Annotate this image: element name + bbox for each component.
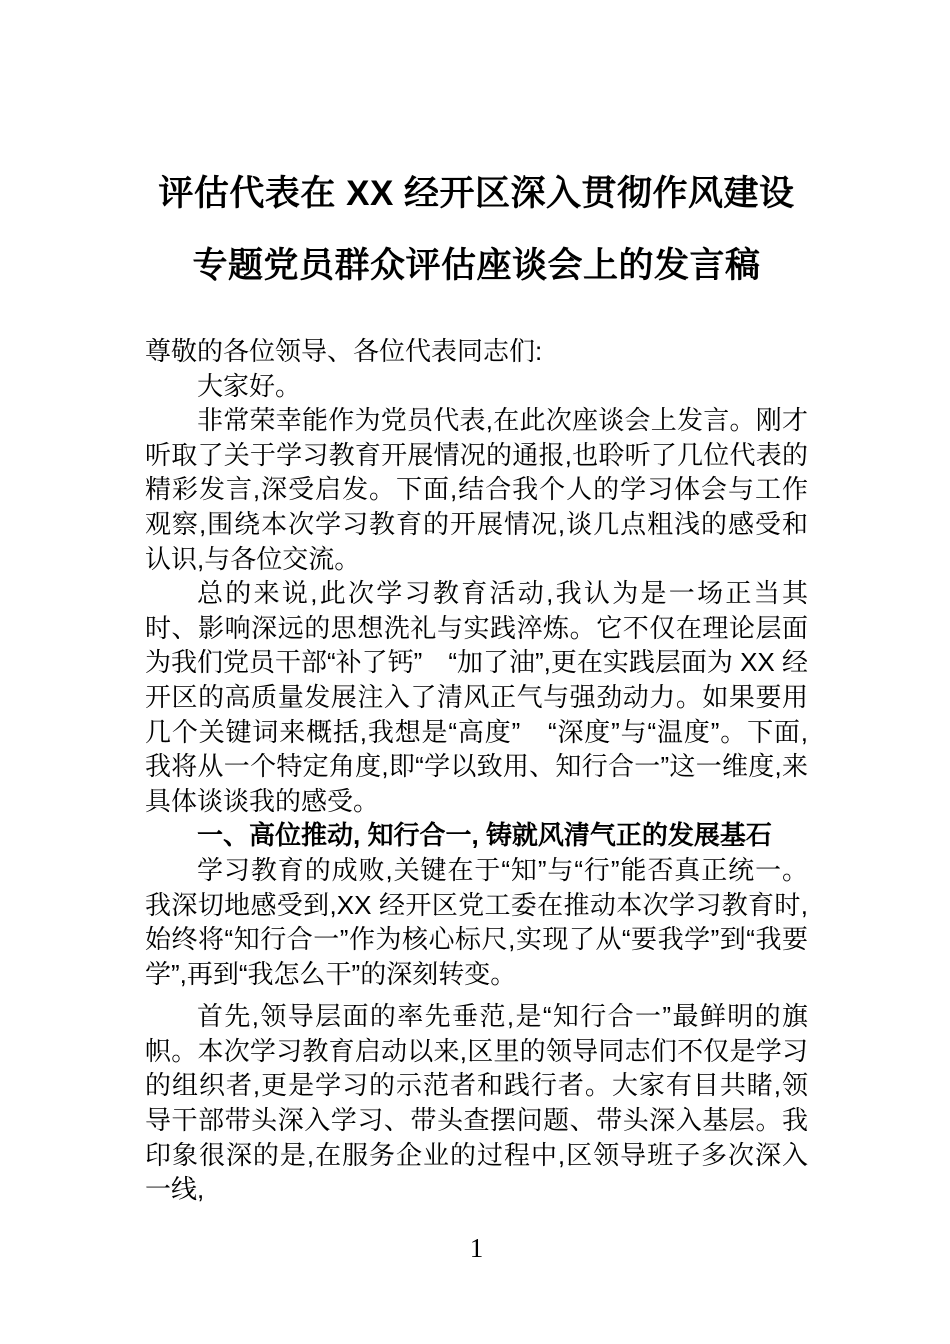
section-heading: 一、高位推动, 知行合一, 铸就风清气正的发展基石 [197,820,772,851]
page-number: 1 [469,1232,484,1263]
paragraph-section-body: 学习教育的成败,关键在于“知”与“行”能否真正统一。我深切地感受到,XX 经开区党工委在推动本次学习教育时,始终将“知行合一”作为核心标尺,实现了从“要我学”到“我要学”,再到“我怎么干”的深刻转变。 [145,854,808,989]
paragraph-leadership: 首先,领导层面的率先垂范,是“知行合一”最鲜明的旗帜。本次学习教育启动以来,区里的领导同志们不仅是学习的组织者,更是学习的示范者和践行者。大家有目共睹,领导干部带头深入学习、带头查摆问题、带头深入基层。我印象很深的是,在服务企业的过程中,区领导班子多次深入一线, [145,1001,808,1205]
document-title: 评估代表在 XX 经开区深入贯彻作风建设专题党员群众评估座谈会上的发言稿 [158,174,795,285]
document-body [145,334,808,1207]
paragraph-greeting: 大家好。 [197,370,302,401]
paragraph-overview: 总的来说,此次学习教育活动,我认为是一场正当其时、影响深远的思想洗礼与实践淬炼。它不仅在理论层面为我们党员干部“补了钙” “加了油”,更在实践层面为 XX 经开区的高质量发展注入了清风正气与强劲动力。如果要用几个关键词来概括,我想是“高度” “深度”与“温度”。下面,我将从一个特定角度,即“学以致用、知行合一”这一维度,来具体谈谈我的感受。 [145,578,808,816]
salutation: 尊敬的各位领导、各位代表同志们: [145,336,543,366]
paragraph-intro: 非常荣幸能作为党员代表,在此次座谈会上发言。刚才听取了关于学习教育开展情况的通报,也聆听了几位代表的精彩发言,深受启发。下面,结合我个人的学习体会与工作观察,围绕本次学习教育的开展情况,谈几点粗浅的感受和认识,与各位交流。 [145,405,808,574]
